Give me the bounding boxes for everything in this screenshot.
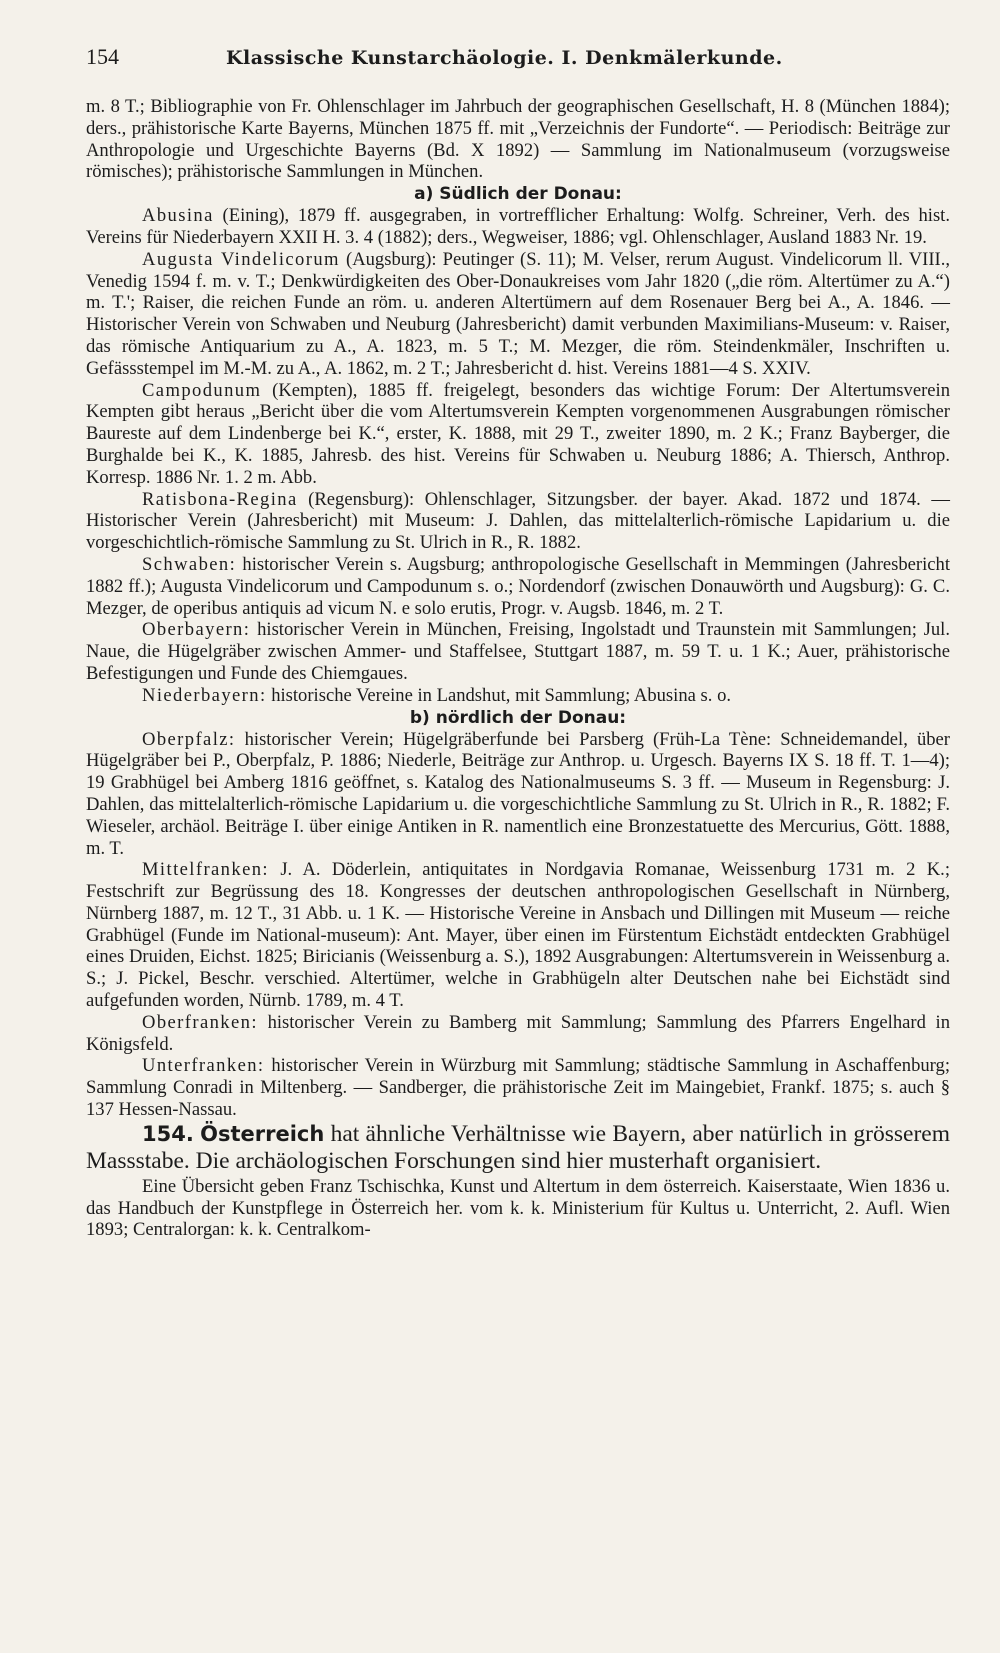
entry-abusina xyxy=(86,205,950,249)
entry-lead: Ratisbona-Regina xyxy=(142,488,298,510)
entry-text: historischer Verein in Würzburg mit Sammlung; städtische Sammlung in Aschaffenburg; Sammlung Conradi in Miltenberg. — Sandberger, die prähistorische Zeit im Maingebiet, Frankf. 1875; s. auch § 137 Hessen-Nassau. xyxy=(86,1055,950,1121)
entry-oberpfalz xyxy=(86,729,950,860)
page-number: 154 xyxy=(86,44,119,69)
running-title: Klassische Kunstarchäologie. I. Denkmälerkunde. xyxy=(226,47,783,69)
entry-oberbayern xyxy=(86,619,950,684)
entry-text: (Eining), 1879 ff. ausgegraben, in vortrefflicher Erhaltung: Wolfg. Schreiner, Verh. des hist. Vereins für Niederbayern XXII H. 3. 4 (1882); ders., Wegweiser, 1886; vgl. Ohlenschlager, Ausland 1883 Nr. 19. xyxy=(86,205,950,248)
entry-text: (Augsburg): Peutinger (S. 11); M. Velser, rerum August. Vindelicorum ll. VIII., Venedig 1594 f. m. v. T.; Denkwürdigkeiten des Ober-Donaukreises vom Jahr 1820 („die röm. Altertümer zu A.“) m. T.'; Raiser, die reichen Funde an röm. u. anderen Altertümern auf dem Rosenauer Berg bei A., A. 1846. — Historischer Verein von Schwaben und Neuburg (Jahresbericht) damit verbunden Maximilians-Museum: v. Raiser, das römische Antiquarium zu A., A. 1823, m. 5 T.; M. Mezger, die röm. Steindenkmäler, Inschriften u. Gefässstempel im M.-M. zu A., A. 1862, m. 2 T.; Jahresbericht d. hist. Vereins 1881—4 S. XXIV. xyxy=(86,248,950,379)
entry-text: (Regensburg): Ohlenschlager, Sitzungsber. der bayer. Akad. 1872 und 1874. — Historischer Verein (Jahresbericht) mit Museum: J. Dahlen, das mittelalterlich-römische Lapidarium u. die vorgeschichtlich-römische Sammlung zu St. Ulrich in R., R. 1882. xyxy=(86,488,950,554)
entry-lead: Campodunum xyxy=(142,379,262,401)
entry-niederbayern xyxy=(86,685,950,707)
entry-text: historische Vereine in Landshut, mit Sammlung; Abusina s. o. xyxy=(266,684,732,706)
entry-lead: Oberpfalz: xyxy=(142,728,236,750)
entry-schwaben xyxy=(86,554,950,619)
entry-text: historischer Verein; Hügelgräberfunde bei Parsberg (Früh-La Tène: Schneidemandel, über Hügelgräber bei P., Oberpfalz, P. 1886; Niederle, Beiträge zur Anthrop. u. Urgesch. Bayerns IX S. 18 ff. T. 1—4); 19 Grabhügel bei Amberg 1816 geöffnet, s. Katalog des Nationalmuseums S. 3 ff. — Museum in Regensburg: J. Dahlen, das mittelalterlich-römische Lapidarium u. die vorgeschichtliche Sammlung zu St. Ulrich in R., R. 1882; F. Wieseler, archäol. Beiträge I. über einige Antiken in R. namentlich eine Bronzestatuette des Mercurius, Gött. 1888, m. T. xyxy=(86,728,950,859)
entry-oberfranken xyxy=(86,1012,950,1056)
section-keyword: Österreich xyxy=(200,1121,325,1146)
section-154-lead xyxy=(86,1121,950,1176)
entry-text: (Kempten), 1885 ff. freigelegt, besonders das wichtige Forum: Der Altertumsverein Kempten gibt heraus „Bericht über die vom Altertumsverein Kempten vorgenommenen Ausgrabungen römischer Baureste auf dem Lindenberge bei K.“, erster, K. 1888, mit 29 T., zweiter 1890, m. 2 K.; Franz Bayberger, die Burghalde bei K., K. 1885, Jahresb. des hist. Vereins für Schwaben u. Neuburg 1886; A. Thiersch, Anthrop. Korresp. 1886 Nr. 1. 2 m. Abb. xyxy=(86,379,950,488)
entry-lead: Abusina xyxy=(142,205,214,227)
entry-lead: Niederbayern: xyxy=(142,684,267,706)
intro-paragraph: m. 8 T.; Bibliographie von Fr. Ohlenschlager im Jahrbuch der geographischen Gesellschaft, H. 8 (München 1884); ders., prähistorische Karte Bayerns, München 1875 ff. mit „Verzeichnis der Fundorte“. — Periodisch: Beiträge zur Anthropologie und Urgeschichte Bayerns (Bd. X 1892) — Sammlung im Nationalmuseum (vorzugsweise römisches); prähistorische Sammlungen in München. xyxy=(86,96,950,183)
entry-lead: Augusta Vindelicorum xyxy=(142,248,340,270)
section-heading-a: a) Südlich der Donau: xyxy=(414,184,622,205)
running-head xyxy=(86,44,950,84)
entry-lead: Mittelfranken: xyxy=(142,859,269,881)
entry-ratisbona xyxy=(86,489,950,554)
closing-paragraph: Eine Übersicht geben Franz Tschischka, Kunst und Altertum in dem österreich. Kaiserstaate, Wien 1836 u. das Handbuch der Kunstpflege in Österreich her. vom k. k. Ministerium für Kultus u. Unterricht, 2. Aufl. Wien 1893; Centralorgan: k. k. Centralkom- xyxy=(86,1175,950,1241)
entry-text: historischer Verein zu Bamberg mit Sammlung; Sammlung des Pfarrers Engelhard in Königsfeld. xyxy=(86,1011,950,1055)
entry-text: J. A. Döderlein, antiquitates in Nordgavia Romanae, Weissenburg 1731 m. 2 K.; Festschrift zur Begrüssung des 18. Kongresses der deutschen anthropologischen Gesellschaft in Nürnberg, Nürnberg 1887, m. 12 T., 31 Abb. u. 1 K. — Historische Vereine in Ansbach und Dillingen mit Museum — reiche Grabhügel (Funde im National-museum): Ant. Mayer, über einen im Fürstentum Eichstädt entdeckten Grabhügel eines Druiden, Eichst. 1825; Biricianis (Weissenburg a. S.), 1892 Ausgrabungen: Altertumsverein in Weissenburg a. S.; J. Pickel, Beschr. verschied. Altertümer, welche in Grabhügeln alter Deutschen nahe bei Eichstädt sind aufgefunden worden, Nürnb. 1789, m. 4 T. xyxy=(86,859,950,1012)
document-body xyxy=(86,96,950,1241)
entry-text: historischer Verein s. Augsburg; anthropologische Gesellschaft in Memmingen (Jahresbericht 1882 ff.); Augusta Vindelicorum und Campodunum s. o.; Nordendorf (zwischen Donauwörth und Augsburg): G. C. Mezger, de operibus antiquis ad vicum N. e solo erutis, Progr. v. Augsb. 1846, m. 2 T. xyxy=(86,553,950,619)
entry-unterfranken xyxy=(86,1055,950,1120)
entry-campodunum xyxy=(86,380,950,489)
section-number: 154. xyxy=(142,1121,194,1146)
entry-lead: Oberfranken: xyxy=(142,1011,258,1033)
entry-lead: Oberbayern: xyxy=(142,619,251,641)
entry-lead: Unterfranken: xyxy=(142,1055,265,1077)
section-154-text: hat ähnliche Verhältnisse wie Bayern, aber natürlich in grösserem Massstabe. Die archäologischen Forschungen sind hier musterhaft organisiert. xyxy=(86,1120,951,1175)
entry-lead: Schwaben: xyxy=(142,553,237,575)
section-heading-b: b) nördlich der Donau: xyxy=(409,707,627,728)
entry-mittelfranken xyxy=(86,859,950,1012)
entry-augusta xyxy=(86,249,950,380)
entry-text: historischer Verein in München, Freising, Ingolstadt und Traunstein mit Sammlungen; Jul. Naue, die Hügelgräber zwischen Ammer- und Staffelsee, Stuttgart 1887, m. 59 T. u. 1 K.; Auer, prähistorische Befestigungen und Funde des Chiemgaues. xyxy=(86,619,950,684)
